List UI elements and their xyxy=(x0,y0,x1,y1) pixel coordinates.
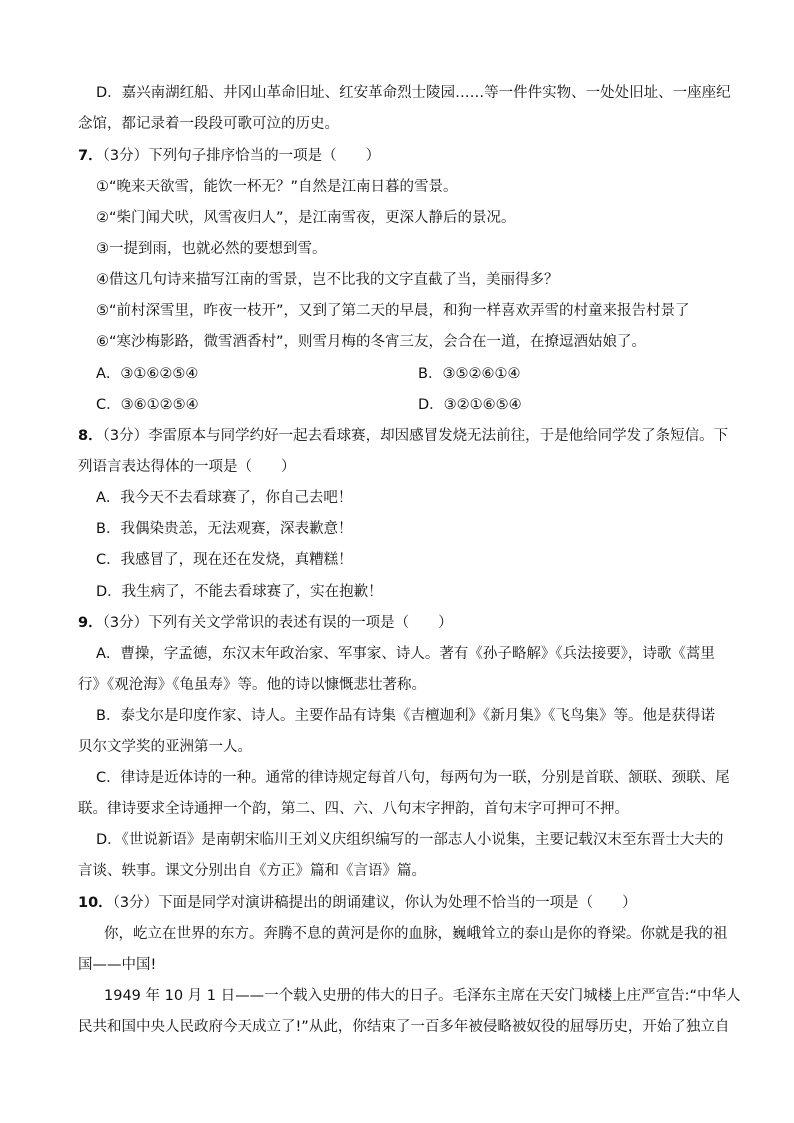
q7-option-d: D．③②①⑥⑤④ xyxy=(418,397,522,413)
q8-stem-line1 xyxy=(78,426,728,446)
q10-para2-line1: 1949 年 10 月 1 日——一个载入史册的伟大的日子。毛泽东主席在天安门城楼上庄严宣告:“中华人 xyxy=(104,988,741,1004)
q7-sentence-4: ④借这几句诗来描写江南的雪景，岂不比我的文字直截了当，美丽得多？ xyxy=(96,272,559,288)
q8-option-c: C．我感冒了，现在还在发烧，真糟糕！ xyxy=(96,552,353,568)
q8-option-d: D．我生病了，不能去看球赛了，实在抱歉！ xyxy=(96,584,383,600)
q8-stem-text: （3分）李雷原本与同学约好一起去看球赛，却因感冒发烧无法前往，于是他给同学发了条短信。下 xyxy=(102,428,729,444)
q8-option-b: B．我偶染贵恙，无法观赛，深表歉意！ xyxy=(96,521,353,537)
q10-stem xyxy=(78,893,637,913)
q9-option-c-line2: 联。律诗要求全诗通押一个韵，第二、四、六、八句末字押韵，首句末字可押可不押。 xyxy=(78,801,629,817)
q9-option-c-line1: C．律诗是近体诗的一种。通常的律诗规定每首八句，每两句为一联，分别是首联、颔联、颈联、尾 xyxy=(96,770,730,786)
q9-option-a-line2: 行》《观沧海》《龟虽寿》等。他的诗以慷慨悲壮著称。 xyxy=(78,677,426,693)
q7-sentence-2: ②“柴门闻犬吠，风雪夜归人”，是江南雪夜，更深人静后的景况。 xyxy=(96,210,516,226)
q9-option-d-line2: 言谈、轶事。课文分别出自《方正》篇和《言语》篇。 xyxy=(78,863,426,879)
q10-number: 10． xyxy=(78,895,113,911)
q9-stem xyxy=(78,613,453,633)
q10-para1-line2: 国——中国! xyxy=(78,957,157,973)
q7-stem-text: （3分）下列句子排序恰当的一项是（ ） xyxy=(102,148,381,164)
q9-option-d-line1: D．《世说新语》是南朝宋临川王刘义庆组织编写的一部志人小说集，主要记载汉末至东晋士大夫的 xyxy=(96,832,724,848)
q8-option-a: A．我今天不去看球赛了，你自己去吧！ xyxy=(96,490,353,506)
q7-number: 7． xyxy=(78,148,103,164)
q7-option-c: C．③⑥①②⑤④ xyxy=(96,397,199,413)
q7-option-a: A．③①⑥②⑤④ xyxy=(96,366,199,382)
q7-option-b: B．③⑤②⑥①④ xyxy=(418,366,521,382)
q10-para1-line1: 你，屹立在世界的东方。奔腾不息的黄河是你的血脉，巍峨耸立的泰山是你的脊梁。你就是我的祖 xyxy=(104,926,728,942)
q9-stem-text: （3分）下列有关文学常识的表述有误的一项是（ ） xyxy=(102,615,453,631)
q10-stem-text: （3分）下面是同学对演讲稿提出的朗诵建议，你认为处理不恰当的一项是（ ） xyxy=(112,895,637,911)
q9-option-b-line2: 贝尔文学奖的亚洲第一人。 xyxy=(78,739,252,755)
q8-stem-line2: 列语言表达得体的一项是（ ） xyxy=(78,459,296,475)
q9-number: 9． xyxy=(78,615,103,631)
q7-stem xyxy=(78,146,380,166)
q7-sentence-5: ⑤“前村深雪里，昨夜一枝开”，又到了第二天的早晨，和狗一样喜欢弄雪的村童来报告村景了 xyxy=(96,303,690,319)
q7-sentence-6: ⑥“寒沙梅影路，微雪酒香村”，则雪月梅的冬宵三友，会合在一道，在撩逗酒姑娘了。 xyxy=(96,334,647,350)
q7-sentence-3: ③一提到雨，也就必然的要想到雪。 xyxy=(96,241,327,257)
q7-sentence-1: ①“晚来天欲雪，能饮一杯无？”自然是江南日暮的雪景。 xyxy=(96,179,458,195)
q9-option-b-line1: B．泰戈尔是印度作家、诗人。主要作品有诗集《吉檀迦利》《新月集》《飞鸟集》等。他是获得诺 xyxy=(96,708,715,724)
q10-para2-line2: 民共和国中央人民政府今天成立了!”从此，你结束了一百多年被侵略被奴役的屈辱历史，开始了独立自 xyxy=(78,1019,730,1035)
q8-number: 8． xyxy=(78,428,103,444)
q9-option-a-line1: A．曹操，字孟德，东汉末年政治家、军事家、诗人。著有《孙子略解》《兵法接要》，诗歌《蒿里 xyxy=(96,646,715,662)
q6-option-d-line1: D．嘉兴南湖红船、井冈山革命旧址、红安革命烈士陵园……等一件件实物、一处处旧址、一座座纪 xyxy=(96,85,731,101)
q6-option-d-line2: 念馆，都记录着一段段可歌可泣的历史。 xyxy=(78,116,339,132)
